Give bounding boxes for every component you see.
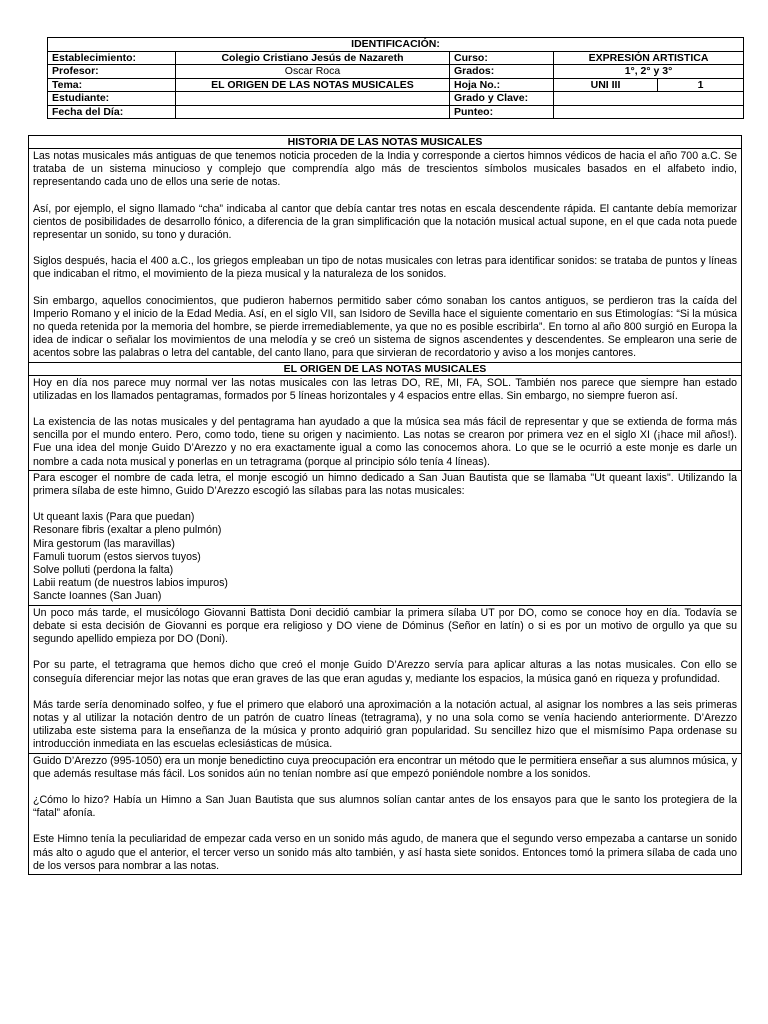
paragraph: Así, por ejemplo, el signo llamado “cha” indicaba al cantor que debía cantar tres notas en escala descendente rápida. El cantante debía memorizar cientos de posibilidades de desarrollo fónico, a diferencia de la gran simplificación que la notación musical actual supone, en el que cada nota puede representar un sonido, su tono y duración. <box>33 202 737 242</box>
historia-section <box>29 148 741 362</box>
origen-heading: EL ORIGEN DE LAS NOTAS MUSICALES <box>29 362 741 375</box>
paragraph: Hoy en día nos parece muy normal ver las notas musicales con las letras DO, RE, MI, FA, SOL. También nos parece que siempre han estado utilizadas en los llamados pentagramas, formados por 5 líneas horizontales y 4 espacios entre ellas. Sin embargo, no siempre fueron así. <box>33 376 737 402</box>
paragraph: Sin embargo, aquellos conocimientos, que pudieron habernos permitido saber cómo sonaban los cantos antiguos, se perdieron tras la caída del Imperio Romano y el inicio de la Edad Media. Así, en el siglo VII, san Isidoro de Sevilla hace el siguiente comentario en sus Etimologías: “Si la música no queda retenida por la memoria del hombre, se pierde irremediablemente, ya que no es posible escribirla”. En torno al año 800 surgió en Europa la idea de indicar o señalar los movimientos de una melodía y se creó un sistema de signos ascendentes y descendentes. Se emplearon una serie de acentos sobre las palabras o letra del cantable, del canto llano, para que sirvieran de recordatorio y aviso a los monjes cantores. <box>33 294 737 360</box>
date-field[interactable] <box>176 105 450 119</box>
field-value: EXPRESIÓN ARTISTICA <box>554 51 744 65</box>
field-value: UNI III <box>554 78 658 92</box>
verse-line: Sancte Ioannes (San Juan) <box>33 590 162 603</box>
paragraph: Las notas musicales más antiguas de que tenemos noticia proceden de la India y corresponde a ciertos himnos védicos de hacia el año 700 a.C. Se trataba de un sistema minucioso y complejo que comprendía algo más de trescientos símbolos musicales basados en el alfabeto indio, representando cada uno de ellos una serie de notas. <box>33 150 737 189</box>
verse-line: Labii reatum (de nuestros labios impuros) <box>33 577 228 590</box>
table-row <box>48 78 744 92</box>
verse-line: Famuli tuorum (estos siervos tuyos) <box>33 550 201 563</box>
doni-section <box>29 605 741 753</box>
verse-line: Solve polluti (perdona la falta) <box>33 564 174 577</box>
field-label: Curso: <box>450 51 554 65</box>
identification-title: IDENTIFICACIÓN: <box>48 38 744 52</box>
field-value: 1 <box>658 78 744 92</box>
paragraph: Guido D’Arezzo (995-1050) era un monje benedictino cuya preocupación era encontrar un método que le permitiera enseñar a sus alumnos música, y que además resultase más fácil. Los sonidos aún no tenían nombre así que empezó poniéndole nombre a los sonidos. <box>33 754 737 780</box>
field-label: Grado y Clave: <box>450 92 554 106</box>
grade-key-field[interactable] <box>554 92 744 106</box>
paragraph: Para escoger el nombre de cada letra, el monje escogió un himno dedicado a San Juan Bautista que se llamaba "Ut queant laxis". Utilizando la primera sílaba de este himno, Guido D’Arezzo escogió las sílabas para las notas musicales: <box>33 471 737 498</box>
document-body <box>28 135 742 875</box>
verse-line: Mira gestorum (las maravillas) <box>33 537 175 550</box>
paragraph: Más tarde sería denominado solfeo, y fue el primero que elaboró una aproximación a la notación actual, al asignar los nombres a las seis primeras notas y al utilizar la notación dentro de un patrón de cuatro líneas (tetragrama), y no una sola como se venía haciendo anteriormente. D’Arezzo utilizaba este sistema para la enseñanza de la música y pronto adquirió gran popularidad. Su sencillez hizo que el mismísimo Papa ordenase su introducción inmediata en las escuelas eclesiásticas de música. <box>33 698 737 751</box>
verse-line: Resonare fibris (exaltar a pleno pulmón) <box>33 524 222 537</box>
score-field[interactable] <box>554 105 744 119</box>
paragraph: Por su parte, el tetragrama que hemos dicho que creó el monje Guido D’Arezzo servía para aplicar alturas a las notas musicales. Con ello se conseguía diferenciar mejor las notas que eran graves de las que eran agudas y, mediante los espacios, la música ganó en riqueza y profundidad. <box>33 659 737 685</box>
paragraph: Este Himno tenía la peculiaridad de empezar cada verso en un sonido más agudo, de manera que el segundo verso empezaba a cantarse un sonido más alto o agudo que el anterior, el tercer verso un sonido más alto también, y así hasta siete sonidos. Entonces tomó la primera sílaba de cada uno de los versos para nombrar a las notas. <box>33 833 737 872</box>
student-field[interactable] <box>176 92 450 106</box>
field-label: Hoja No.: <box>450 78 554 92</box>
paragraph: ¿Cómo lo hizo? Había un Himno a San Juan Bautista que sus alumnos solían cantar antes de los ensayos para que le santo los protegiera de la “fatal” afonía. <box>33 793 737 820</box>
table-row <box>48 105 744 119</box>
himno-section <box>29 470 741 605</box>
guido-section <box>29 753 741 874</box>
identification-table <box>47 37 744 119</box>
field-label: Fecha del Día: <box>48 105 176 119</box>
origen-section <box>29 375 741 470</box>
field-label: Tema: <box>48 78 176 92</box>
field-label: Profesor: <box>48 65 176 79</box>
field-label: Estudiante: <box>48 92 176 106</box>
field-label: Punteo: <box>450 105 554 119</box>
field-value: Oscar Roca <box>176 65 450 79</box>
table-row <box>48 92 744 106</box>
field-value: 1°, 2° y 3° <box>554 65 744 79</box>
verse-line: Ut queant laxis (Para que puedan) <box>33 511 195 524</box>
table-row <box>48 51 744 65</box>
field-label: Establecimiento: <box>48 51 176 65</box>
field-label: Grados: <box>450 65 554 79</box>
paragraph: La existencia de las notas musicales y del pentagrama han ayudado a que la música sea más fácil de representar y que se extienda de forma más sencilla por el mundo entero. Pero, como todo, tiene su origen y nacimiento. Las notas se crearon por primera vez en el siglo XI (¡hace mil años!). Fue una idea del monje Guido D’Arezzo y no era exactamente igual a como las conocemos ahora. Lo que se le ocurrió a este monje es darle un nombre a cada nota musical y ponerlas en un tetragrama (porque al principio sólo tenía 4 líneas). <box>33 416 737 468</box>
field-value: EL ORIGEN DE LAS NOTAS MUSICALES <box>176 78 450 92</box>
paragraph: Un poco más tarde, el musicólogo Giovanni Battista Doni decidió cambiar la primera sílaba UT por DO, como se conoce hoy en día. Todavía se debate si esta decisión de Giovanni es porque era religioso y DO viene de Dóminus (Señor en latín) o si es por un motivo de orgullo ya que su segundo apellido empieza por DO (Doni). <box>33 606 737 646</box>
field-value: Colegio Cristiano Jesús de Nazareth <box>176 51 450 65</box>
paragraph: Siglos después, hacia el 400 a.C., los griegos empleaban un tipo de notas musicales con letras para identificar sonidos: se trataba de puntos y líneas que indicaban el ritmo, el movimiento de la pieza musical y la naturaleza de los sonidos. <box>33 255 737 281</box>
himno-verses <box>33 511 737 603</box>
historia-heading: HISTORIA DE LAS NOTAS MUSICALES <box>287 136 483 148</box>
table-row <box>48 65 744 79</box>
